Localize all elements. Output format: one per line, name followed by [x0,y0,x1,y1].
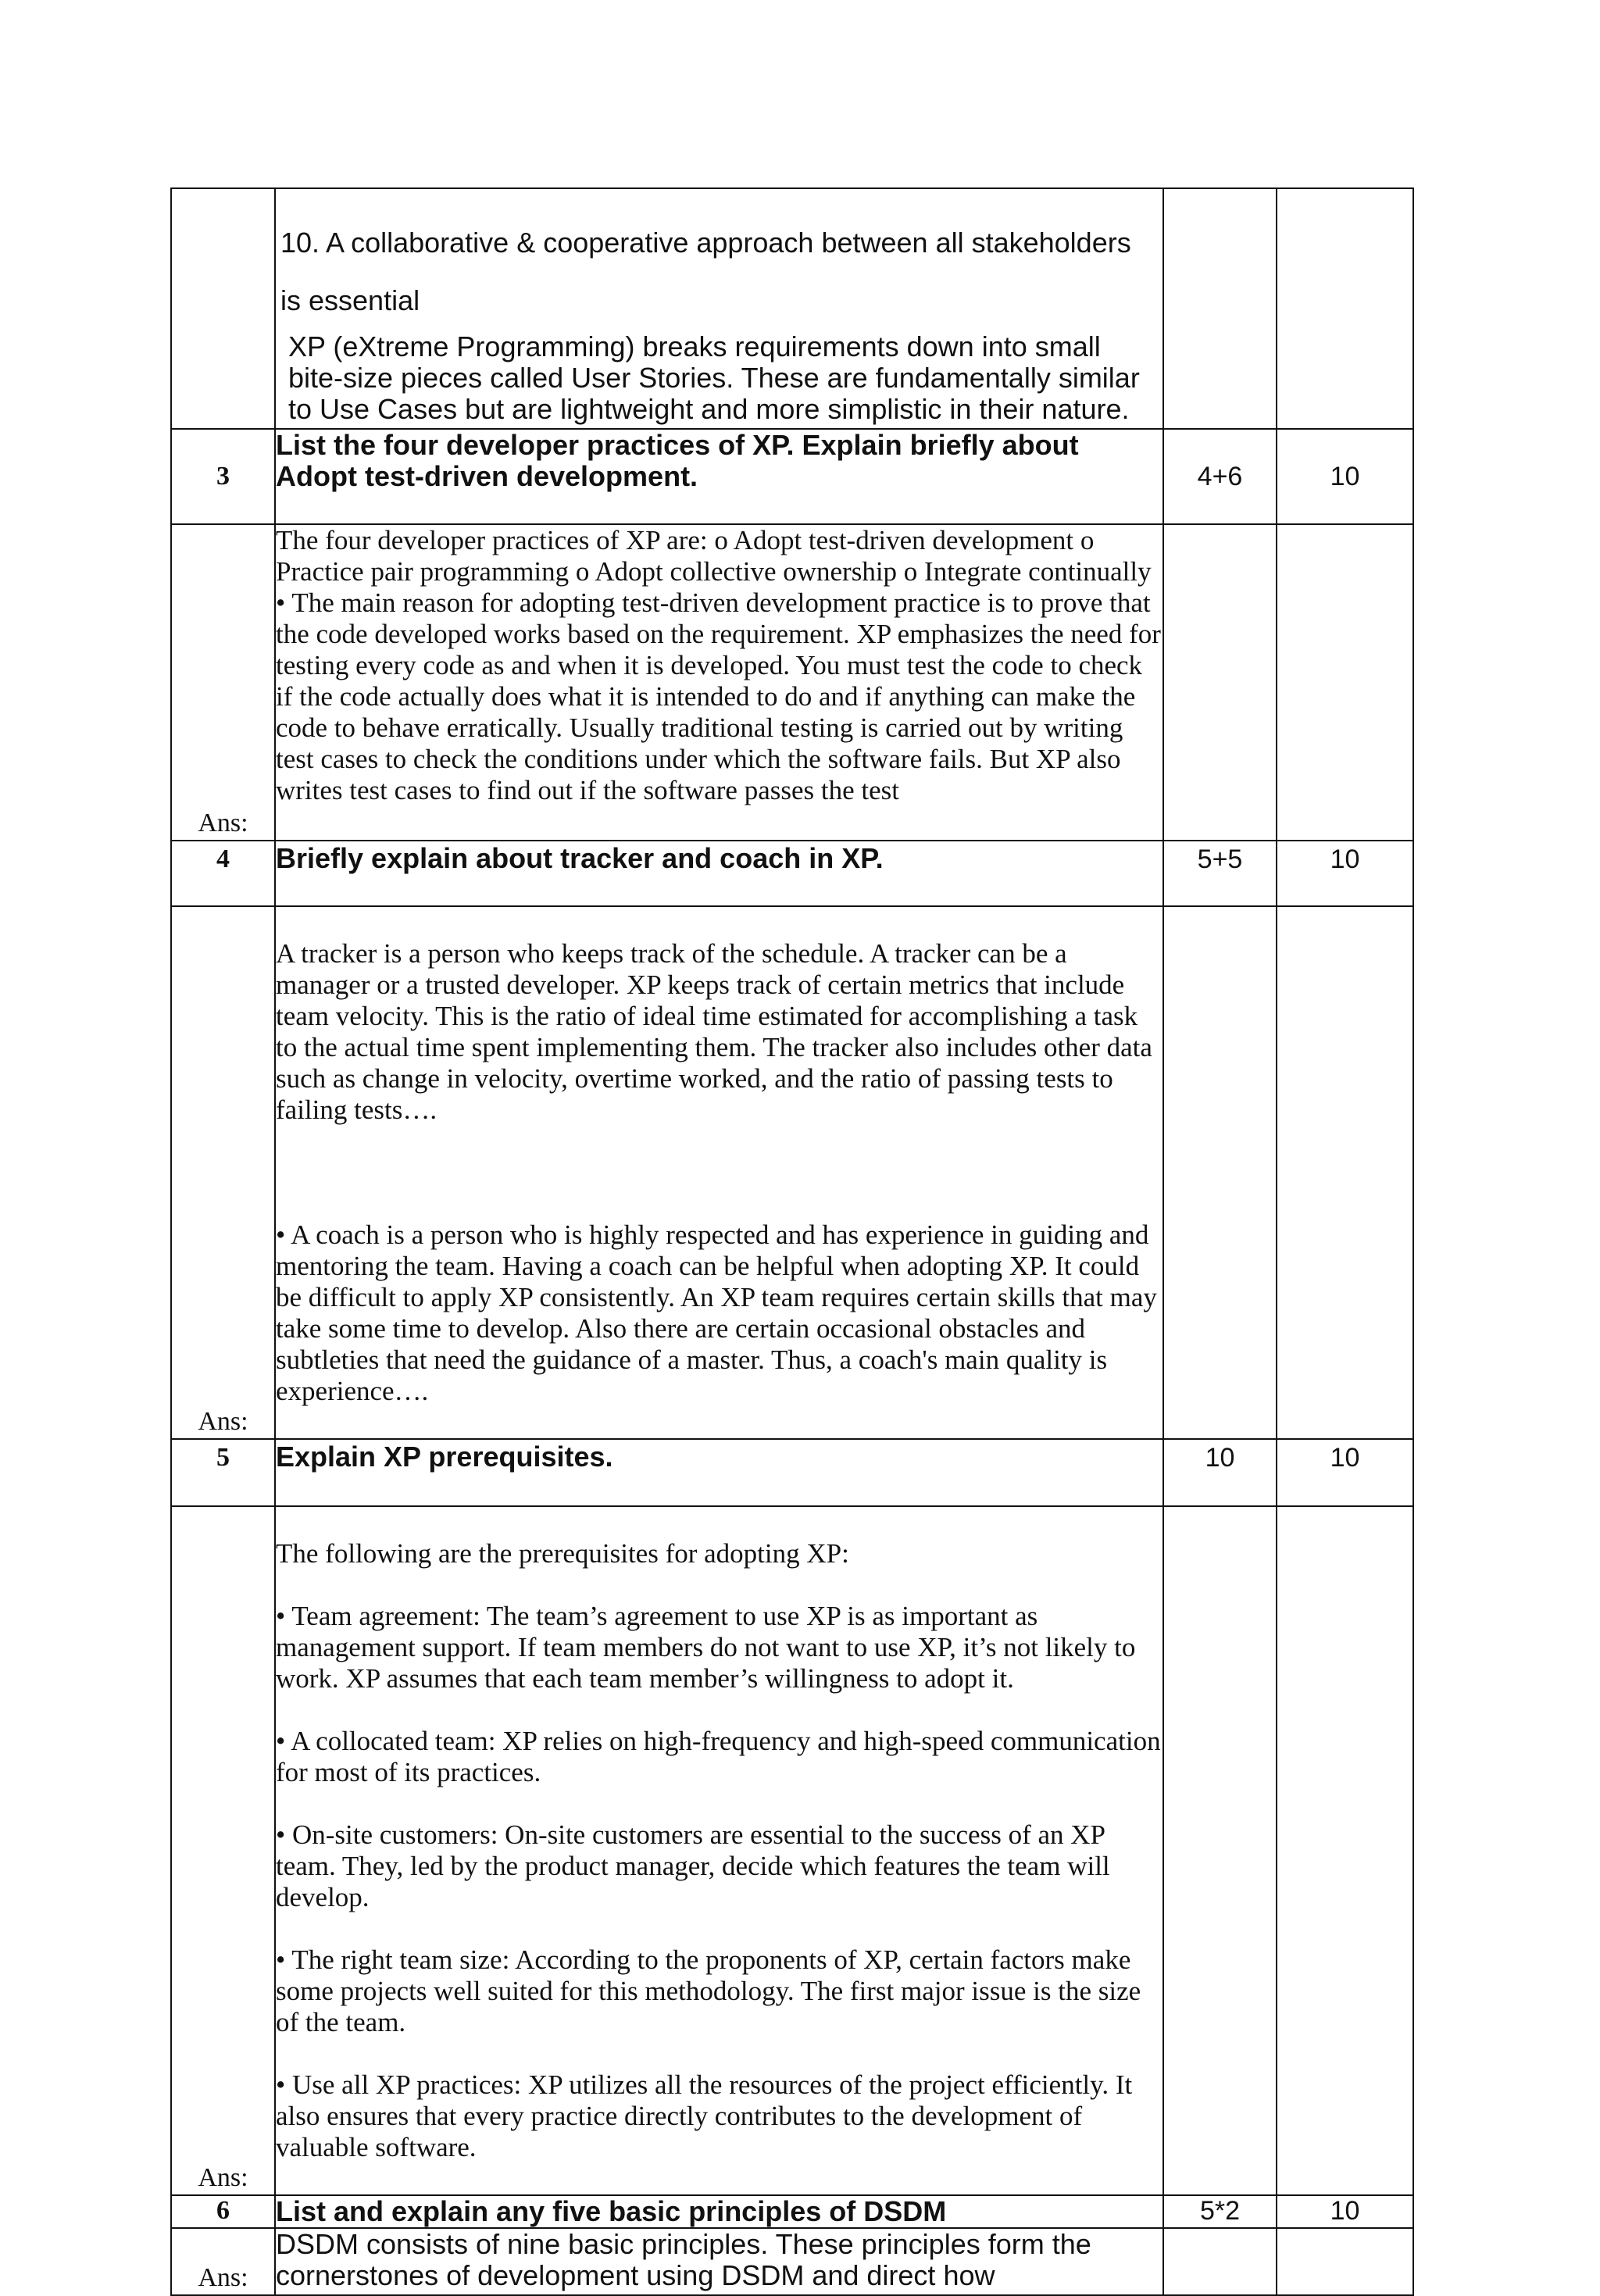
question-text: Explain XP prerequisites. [275,1439,1163,1506]
marks-split-cell [1163,524,1277,841]
answer-paragraph-coach: • A coach is a person who is highly respected and has experience in guiding and mentoring the team. Having a coach can be helpful when adopting XP. It could be difficult to apply XP consistently. An XP team requires certain skills that may take some time to develop. Also there are certain occasional obstacles and subtleties that need the guidance of a master. Thus, a coach's main quality is experience…. [276,1219,1157,1406]
marks-split-cell [1163,2228,1277,2295]
question-row-5 [171,1439,1413,1506]
continuation-row [171,188,1413,429]
answer-row-6 [171,2228,1413,2295]
answer-row-5 [171,1506,1413,2195]
marks-total-cell [1277,1506,1413,2195]
ans-label: Ans: [171,906,275,1439]
marks-total-cell [1277,524,1413,841]
point-10 [276,189,1162,330]
marks-split: 5+5 [1163,841,1277,906]
marks-split: 10 [1163,1439,1277,1506]
answer-paragraph-tracker: A tracker is a person who keeps track of the schedule. A tracker can be a manager or a trusted developer. XP keeps track of certain metrics that include team velocity. This is the ratio of ideal time estimated for accomplishing a task to the actual time spent implementing them. The tracker also includes other data such as change in velocity, overtime worked, and the ratio of passing tests to failing tests…. [276,938,1152,1125]
number-cell [171,188,275,429]
qa-table [170,187,1414,2296]
marks-split-cell [1163,188,1277,429]
marks-total: 10 [1277,2195,1413,2228]
answer-row-4 [171,906,1413,1439]
answer-text [275,906,1163,1439]
answer-item: • Use all XP practices: XP utilizes all the resources of the project efficiently. It also ensures that every practice directly contributes to the development of valuable software. [276,2069,1133,2162]
ans-label: Ans: [171,1506,275,2195]
answer-intro: The following are the prerequisites for adopting XP: [276,1538,849,1569]
question-text: Briefly explain about tracker and coach in XP. [275,841,1163,906]
answer-item: • On-site customers: On-site customers are essential to the success of an XP team. They, led by the product manager, decide which features the team will develop. [276,1819,1110,1912]
continuation-cell [275,188,1163,429]
marks-total-cell [1277,2228,1413,2295]
question-row-6 [171,2195,1413,2228]
marks-total-cell [1277,188,1413,429]
answer-row-3 [171,524,1413,841]
question-text: List and explain any five basic principles of DSDM [275,2195,1163,2228]
answer-text: DSDM consists of nine basic principles. These principles form the cornerstones of development using DSDM and direct how [275,2228,1163,2295]
question-text: List the four developer practices of XP. Explain briefly about Adopt test-driven development. [275,429,1163,524]
marks-total: 10 [1277,429,1413,524]
marks-total: 10 [1277,1439,1413,1506]
ans-label: Ans: [171,524,275,841]
marks-split: 5*2 [1163,2195,1277,2228]
answer-text [275,1506,1163,2195]
marks-total: 10 [1277,841,1413,906]
question-number: 3 [171,429,275,524]
answer-text: The four developer practices of XP are: o Adopt test-driven development o Practice pair programming o Adopt collective ownership o Integrate continually • The main reason for adopting test-driven development practice is to prove that the code developed works based on the requirement. XP emphasizes the need for testing every code as and when it is developed. You must test the code to check if the code actually does what it is intended to do and if anything can make the code to behave erratically. Usually traditional testing is carried out by writing test cases to check the conditions under which the software fails. But XP also writes test cases to find out if the software passes the test [275,524,1163,841]
ans-label: Ans: [171,2228,275,2295]
question-row-3 [171,429,1413,524]
answer-item: • Team agreement: The team’s agreement to use XP is as important as management support. If team members do not want to use XP, it’s not likely to work. XP assumes that each team member’s willingness to adopt it. [276,1601,1136,1694]
xp-user-stories-text: XP (eXtreme Programming) breaks requirements down into small bite-size pieces called User Stories. These are fundamentally similar to Use Cases but are lightweight and more simplistic in their nature. [288,330,1140,425]
marks-total-cell [1277,906,1413,1439]
question-number: 4 [171,841,275,906]
marks-split-cell [1163,906,1277,1439]
answer-item: • A collocated team: XP relies on high-frequency and high-speed communication for most of its practices. [276,1726,1161,1787]
marks-split: 4+6 [1163,429,1277,524]
point-10-line-1: 10. A collaborative & cooperative approach between all stakeholders [280,227,1131,259]
question-row-4 [171,841,1413,906]
question-number: 6 [171,2195,275,2228]
marks-split-cell [1163,1506,1277,2195]
point-10-line-2: is essential [280,284,420,316]
answer-item: • The right team size: According to the proponents of XP, certain factors make some projects well suited for this methodology. The first major issue is the size of the team. [276,1944,1141,2037]
question-number: 5 [171,1439,275,1506]
